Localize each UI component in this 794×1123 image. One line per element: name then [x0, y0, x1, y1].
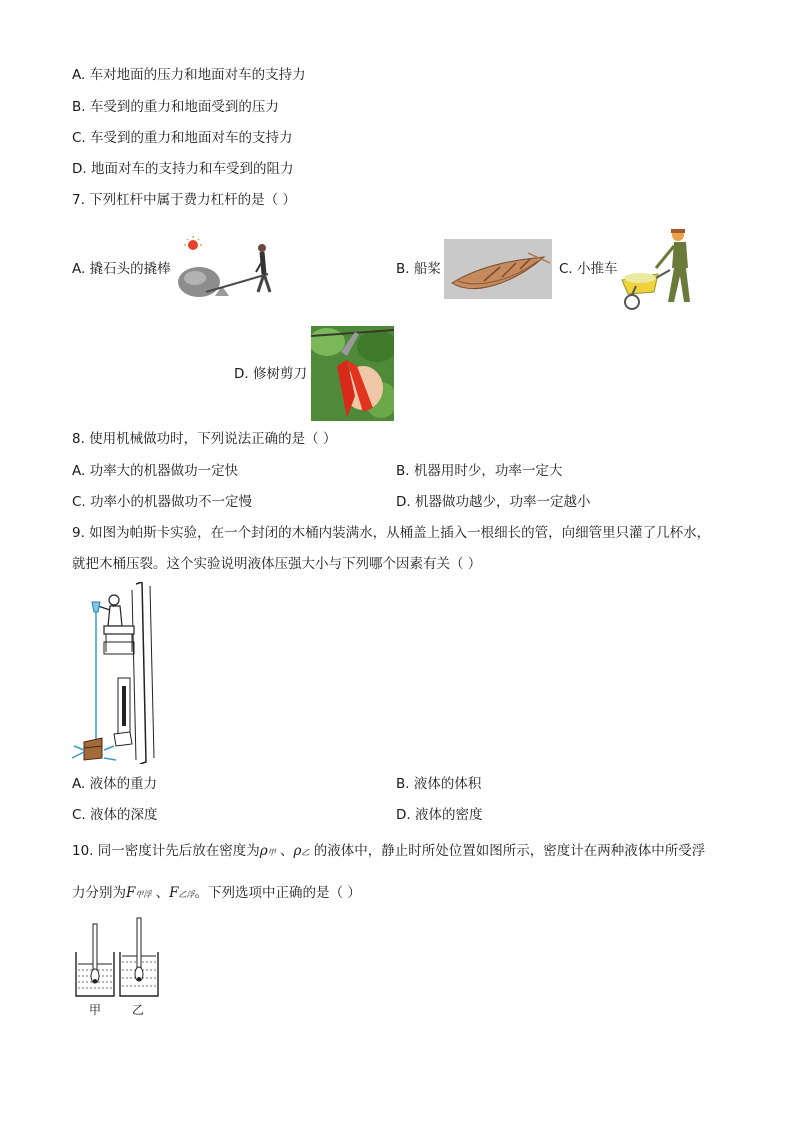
q9-stem-line2: 就把木桶压裂。这个实验说明液体压强大小与下列哪个因素有关（ ）: [72, 556, 482, 572]
label-jia: 甲: [89, 1003, 102, 1017]
q10-stem-line2: 力分别为F甲浮 、F乙浮。下列选项中正确的是（ ）: [72, 885, 361, 901]
q10-stem-line1: 10. 同一密度计先后放在密度为ρ甲 、ρ乙 的液体中，静止时所处位置如图所示，密度计在两种液体中所受浮: [72, 843, 706, 859]
q9-option-a: A. 液体的重力: [72, 776, 158, 792]
q6-option-c: C. 车受到的重力和地面对车的支持力: [72, 130, 293, 146]
q6-option-b: B. 车受到的重力和地面受到的压力: [72, 99, 279, 115]
q6-option-d: D. 地面对车的支持力和车受到的阻力: [72, 161, 294, 177]
q8-option-a: A. 功率大的机器做功一定快: [72, 463, 239, 479]
wheelbarrow-figure: [618, 226, 704, 312]
q7-option-b: B. 船桨: [396, 261, 441, 277]
q7-option-d: D. 修树剪刀: [234, 366, 307, 382]
hydrometer-beakers-figure: [72, 914, 162, 1020]
q8-option-c: C. 功率小的机器做功不一定慢: [72, 494, 253, 510]
q7-option-a: A. 撬石头的撬棒: [72, 261, 171, 277]
beaker-yi: [120, 918, 158, 996]
pascal-barrel-experiment-figure: [70, 582, 158, 764]
q8-stem: 8. 使用机械做功时，下列说法正确的是（ ）: [72, 431, 337, 447]
q6-option-a: A. 车对地面的压力和地面对车的支持力: [72, 67, 306, 83]
q7-stem: 7. 下列杠杆中属于费力杠杆的是（ ）: [72, 192, 296, 208]
boat-oar-figure: [444, 239, 552, 299]
crowbar-lifting-rock-figure: [176, 236, 280, 300]
q9-option-c: C. 液体的深度: [72, 807, 158, 823]
q9-option-b: B. 液体的体积: [396, 776, 482, 792]
q9-stem-line1: 9. 如图为帕斯卡实验，在一个封闭的木桶内装满水，从桶盖上插入一根细长的管，向细管里只灌了几杯水，: [72, 525, 711, 541]
beaker-jia: [76, 924, 114, 996]
label-yi: 乙: [132, 1003, 145, 1017]
pruning-shears-figure: [311, 326, 394, 421]
q7-option-c: C. 小推车: [559, 261, 618, 277]
q8-option-b: B. 机器用时少，功率一定大: [396, 463, 563, 479]
q9-option-d: D. 液体的密度: [396, 807, 483, 823]
q8-option-d: D. 机器做功越少，功率一定越小: [396, 494, 591, 510]
